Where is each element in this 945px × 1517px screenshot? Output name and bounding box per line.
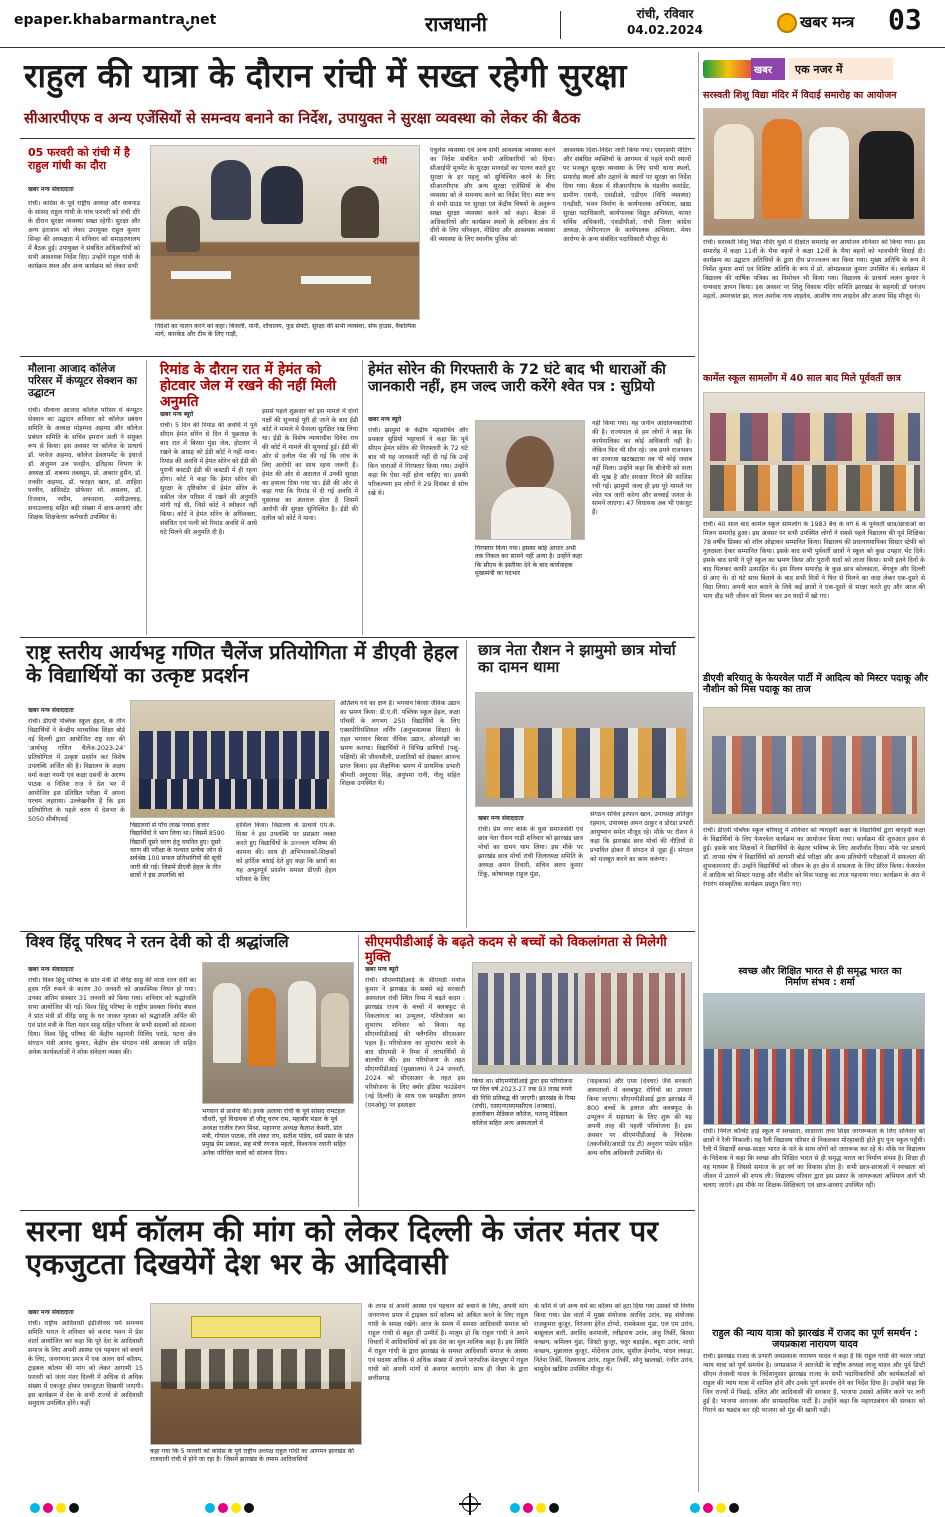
lead-subhead: सीआरपीएफ व अन्य एजेंसियों से समन्वय बनाने का निर्देश, उपायुक्त ने सुरक्षा व्यवस्था को लेकर की बैठक [24,111,581,127]
hemant72-body-col2: नहीं किया गया। यह जनीन आंदोलनकारियों की है। राज्यपाल से हम लोगों ने कहा कि कार्यपालिका का कोई अधिकारी नहीं है। लेकिन फिर भी मौन रहे। जब हमने राजभवन का दरवाजा खटखटाया तब भी कोई जवाब नहीं मिला। उन्होंने कहा कि बीजेपी को सत्ता की भूख है और सरकार गिराने की साजिश रची गई। झामुमो जल्द ही इस पूरे मामले पर श्वेत पत्र जारी करेगा और सच्चाई जनता के सामने लाएगा। 47 विधायक अब भी एकजुट हैं। [592,420,692,517]
lead-byline: खबर मन्त्र संवाददाता [28,186,74,193]
s4-photo [703,993,925,1125]
s3-body: रांची। डीएवी पब्लिक स्कूल बरियातू में शनिवार को ग्यारहवीं कक्षा के विद्यार्थियों द्वारा बारहवीं कक्षा के विद्यार्थियों के लिए फेयरवेल कार्यक्रम का आयोजन किया गया। कार्यक्रम की शुरुआत हवन से हुई। इसके बाद शिक्षकों ने विद्यार्थियों के बेहतर भविष्य के लिए आशीर्वाद दिया। मौके पर प्राचार्य डॉ. तापस घोष ने विद्यार्थियों को आगामी बोर्ड परीक्षा और अन्य प्रतियोगी परीक्षाओं में सफलता की शुभकामनाएं दीं। उन्होंने विद्यार्थियों को जीवन के हर क्षेत्र में सफलता के लिए प्रेरित किया। फेयरवेल में आदित्य को मिस्टर पदाकू और नौशीन को मिस पदाकू का ताज पहनाया गया। कार्यक्रम के अंत में रंगारंग सांस्कृतिक कार्यक्रम प्रस्तुत किए गए। [703,827,925,888]
remand-body-col1: रांची। 5 दिन की रिमांड की अवधि में पूर्व सीएम हेमंत सोरेन से दिन में पूछताछ के बाद रात में बिरसा मुंडा जेल, होटवार में रखने के आग्रह को ईडी कोर्ट ने नहीं माना। रिमांड की अवधि में हेमंत सोरेन को ईडी की पुरानी कस्टडी ईडी की कस्टडी में ही रहना होगा। कोर्ट ने कहा कि हेमंत सोरेन की सुरक्षा के दृष्टिकोण से हेमंत सोरेन के वकील जेल परिसर में रखने की अनुमति मांगी गई थी, जिसे कोर्ट ने स्वीकार नहीं किया। कोर्ट ने हेमंत सोरेन के अधिवक्ता, संबंधित एवं पत्नी को रिमांड अवधि में आधे घंटे मिलने की अनुमति दी है। [160,422,257,537]
section-title: राजधानी [425,12,487,36]
cmpdi-body-col1: रांची। सीएमपीडीआई के सीएमडी मनोज कुमार ने झारखंड के सबसे बड़े सरकारी अस्पताल रांची स्थित रिम्स में बढ़ते कदम : झारखंड राज्य के बच्चों में क्लबफुट से विकलांगता का उन्मूलन, परियोजना का शुभारंभ शनिवार को किया। यह सीएमपीडीआई की फ्लैगशिप सीएसआर पहल है। परियोजना का शुभारंभ करने के बाद सीएमडी ने रिम्स में लाभार्थियों से बातचीत की। इस परियोजना के तहत सीएमपीडीआई (मुख्यालय) ने 24 जनवरी, 2024 को सीएसआर के तहत इस परियोजना के लिए क्योर इंडिया फाउंडेशन (नई दिल्ली) के साथ एक समझौता ज्ञापन (एमओयू) पर हस्ताक्षर [365,977,465,1110]
site-url[interactable]: epaper.khabarmantra.net [14,12,217,28]
sarna-body-col3: के तरफ से अपनी आस्था एवं पहचान को बचाने के लिए, अपनी मांग जनगणना प्रपत्र में ट्राइबल धर्म कॉलम को अंकित करने के लिए राहुल गांधी के समक्ष रखेंगे। आज के समय में समस्त आदिवासी समाज को राहुल गांधी से बहुत ही उम्मीदें हैं। मालूम हो कि राहुल गांधी ने अपने विचारों में आदिवासियों को इस देश का मूल मालिक कहा है। इस स्थिति में राहुल गांधी के द्वारा झारखंड के समस्त आदिवासी समाज के आस्था एवं सदस्य अधिक से अधिक संख्या में अपने पारंपरिक वेशभूषा में राहुल गांधी को अपनी मांगों से अवगत कराएंगे। साथ ही जैसा के द्वारा छत्तीसगढ़ [368,1303,528,1382]
remand-headline: रिमांड के दौरान रात में हेमंत को होटवार जेल में रखने की नहीं मिली अनुमति [160,362,337,411]
hemant72-body-col1: रांची। झामुमो के केंद्रीय महासचिव और प्रवक्ता सुप्रियो भट्टाचार्य ने कहा कि पूर्व सीएम हेमंत सोरेन की गिरफ्तारी के 72 घंटे बाद भी यह जानकारी नहीं दी गई कि उन्हें किन धाराओं में गिरफ्तार किया गया। उन्होंने कहा कि ऐसा नहीं होना चाहिए था। इसकी परिकल्पना हम लोगों ने 29 दिसंबर से सोच रखे थे। [368,427,468,497]
color-register-mid-right [510,1498,562,1517]
cmpdi-body-col3: (पाइकास) और एम्स (देवघर) जैसे सरकारी अस्पतालों में क्लबफुट रोगियों का उपचार किया जाएगा। सीएमपीडीआई द्वारा झारखंड में 800 बच्चों के इलाज और क्लबफुट के उन्मूलन में सहायता के लिए शुरू की यह अपनी तरह की पहली परियोजना है। इस अवसर पर सीएमपीडीआई के निदेशक (तकनीकी/आरडी एंड टी) अनुराग पांडेय सहित अन्य वरीय अधिकारी उपस्थित थे। [587,1078,692,1157]
s3-photo [703,707,925,824]
sarna-caption: कहा गया कि 5 फरवरी को कांग्रेस के पूर्व राष्ट्रीय अध्यक्ष राहुल गांधी का आगमन झारखंड की राजधानी रांची में होने जा रहा है। जिसमें झारखंड के तमाम आदिवासियों [150,1448,354,1464]
aryabhatta-caption: विद्यालयों से पाँच लाख पचास हजार विद्यार्थियों ने भाग लिया था। जिसमें 8590 विद्यार्थी दूसरे चरण हेतु चयनित हुए। दूसरे चरण की परीक्षा के पश्चात प्रत्येक जोन से सर्वश्रेष्ठ 100 सफल प्रतिभागियों की सूची जारी की गई। जिसमें डीएवी हेहल के तीन छात्रों ने इस उपलब्धि को [130,822,225,880]
lead-photo-meeting [150,145,420,320]
aryabhatta-headline: राष्ट्र स्तरीय आर्यभट्ट गणित चैलेंज प्रतियोगिता में डीएवी हेहल के विद्यार्थियों का उत्कृष्ट प्रदर्शन [26,640,458,687]
aryabhatta-byline: खबर मन्त्र संवाददाता [28,707,74,714]
page-number: 03 [888,3,922,36]
footer-bar [0,1492,945,1517]
vhp-byline: खबर मन्त्र संवाददाता [28,966,74,973]
lead-body-col1: रांची। कांग्रेस के पूर्व राष्ट्रीय अध्यक्ष और वायनाड के सांसद राहुल गांधी के पांच फरवरी को रांची दौरे के दौरान सुरक्षा व्यवस्था सख्त रहेगी। सुरक्षा और अन्य इंतजाम को लेकर उपायुक्त राहुल कुमार सिन्हा की अध्यक्षता में शनिवार को समाहरणालय में बैठक हुई। उपायुक्त ने संबंधित अधिकारियों को सभी आवश्यक निर्देश दिए। उन्होंने राहुल गांधी के कार्यक्रम स्थल और अन्य कार्यक्रम को लेकर सभी [28,200,140,270]
sidebar-label-khabar: खबर [751,58,785,80]
photo-tag: रांची [373,157,388,167]
cmpdi-byline: खबर मन्त्र ब्यूरो [365,966,399,973]
chhatra-photo [475,692,693,807]
vhp-headline: विश्व हिंदू परिषद ने रतन देवी को दी श्रद्धांजलि [26,933,289,951]
s1-body: रांची। सरस्वती शिशु विद्या मंदिर धुर्वा में दीक्षांत समारोह का आयोजन शनिवार को किया गया। इस समारोह में कक्षा 11वीं के भैया बहनों ने कक्षा 12वीं के भैया बहनों को भावभीनी विदाई दी। कार्यक्रम का उद्घाटन अतिथियों के द्वारा दीप प्रज्ज्वलन कर किया गया। मुख्य अतिथि के रूप में निर्मेश कुमार शर्मा एवं विशिष्ट अतिथि के रूप में प्रो. ओमप्रकाश कुमार उपस्थित थे। कार्यक्रम में विद्यालय की वार्षिक पत्रिका का विमोचन भी किया गया। विद्यालय के प्राचार्य ललन कुमार ने धन्यवाद ज्ञापन किया। इस अवसर पर शिशु विकास मंदिर समिति झारखंड के सहमंत्री डॉ धनंजय महतो, अमरकांत झा, लाल अशोक नाथ शाहदेव, आशीष नाथ शाहदेव और अजय सिंह मौजूद थे। [703,239,925,300]
sidebar-logo-icon [703,60,753,78]
cmpdi-caption: किया था। सीएमपीडीआई द्वारा इस परियोजना पर वित्त वर्ष 2023-27 तक 93 लाख रुपये की निधि प्रतिबद्ध की जाएगी। झारखंड के रिम्स (रांची), एसएनएमएमसीएच (धनबाद), हजारीबाग मेडिकल कॉलेज, पलामू मेडिकल कॉलेज सहित अन्य अस्पतालों में [472,1078,576,1127]
color-register-right [690,1498,742,1517]
s4-headline: स्वच्छ और शिक्षित भारत से ही समृद्ध भारत का निर्माण संभव : शर्मा [738,966,902,989]
sidebar-label-nazar: एक नजर में [789,58,893,80]
s1-photo [703,108,925,236]
s5-body: रांची। झारखंड राजद के प्रभारी जयप्रकाश नारायण यादव ने कहा है कि राहुल गांधी की भारत जोड़ो न्याय यात्रा को पूर्ण समर्थन है। जयप्रकाश ने आरजेडी के राष्ट्रीय अध्यक्ष लालू यादव और पूर्व डिप्टी सीएम तेजस्वी यादव के निर्देशानुसार झारखंड राजद के सभी पदाधिकारियों और कार्यकर्ताओं को राहुल की न्याय यात्रा में शामिल होने और उनके पूर्ण समर्थन देने का निर्देश दिया है। उन्होंने कहा कि जिन राज्यों में पिछड़े, दलित और आदिवासी की सरकार है, भाजपा उसको अस्थिर करने पर लगी हुई है। भाजपा अराजक और साम्प्रदायिक पार्टी है। उन्होंने कहा कि महागठबंधन की सरकार को गिराने का षड्यंत्र कर रही भाजपा को मुंह की खानी पड़ी। [703,1353,925,1414]
aryabhatta-body-col1: रांची। डीएवी पब्लिक स्कूल हेहल, के तीन विद्यार्थियों ने केन्द्रीय माध्यमिक शिक्षा बोर्ड नई दिल्ली द्वारा आयोजित राष्ट्र स्तर की 'आर्यभट्ट गणित चैलेंज-2023-24' प्रतियोगिता में उत्कृष्ट प्रदर्शन कर विशेष उपलब्धि अर्जित की है। विद्यालय के अक्षय वर्मा कक्षा नवमी एवं कक्षा दसवीं के अरण्य पाठक व नितिश राज ने देश भर में आयोजित इस प्रतिष्ठित परीक्षा में अपना परचम लहराया। उल्लेखनीय है कि इस प्रतियोगिता के पहले चरण में देशभर के 5050 सीबीएसई [28,718,125,824]
s2-body: रांची। 40 साल बाद कार्मेल स्कूल सामलोंग के 1983 बैच के वर्ग 6 के पूर्ववर्ती छात्र/छात्राओं का मिलन समारोह हुआ। इस अवसर पर सभी उपस्थित लोगों ने सबसे पहले विद्यालय की पूर्व शिक्षिका 78 वर्षीय प्रिस्का को शॉल ओढ़ाकर सम्मानित किया। विद्यालय की प्रधानाध्यापिका सिस्टर स्टेफी को गुलदस्ता देकर सम्मानित किया। इसके बाद सभी पूर्ववर्ती छात्रों ने स्कूल को कुछ उपहार भेंट दिये। इसके बाद सभी ने पूरे स्कूल का भ्रमण किया और पुरानी यादों को ताजा किया। सभी इतने दिनों के बाद मिलकर काफी उत्साहित थे। इस मिलन समारोह के कुछ छात्र कोलकाता, बेंगलुरु और दिल्ली से आए थे। दो घंटे साथ बिताने के बाद सभी मित्रों ने फिर से मिलने का वादा लेकर एक-दूसरे से विदा लिया। अपनी बात बताने के लिये कई छात्रों ने एक-दूसरे से साक्षा करते हुए और आज की भाग दौड़ भरी जीवन को मिलन कर उन यादों में खो गए। [703,521,925,600]
aryabhatta-body-col4: अतिशय गर्व का क्षण है। भगवान बिरसा जैविक उद्यान का भ्रमण किया: डी.ए.वी. पब्लिक स्कूल हेहल, कक्षा पाँचवीं के लगभग 250 विद्यार्थियों के लिए एक्सपीरियंशियल लर्निंग (अनुभवात्मक शिक्षा) के तहत भगवान बिरसा जैविक उद्यान, ओरमांझी का भ्रमण कराया। विद्यार्थियों ने विभिन्न प्राणियों (पशु-पक्षियों) की जीवनशैली, प्रजातियों को देखकर आनन्द प्राप्त किया। इस शैक्षणिक भ्रमण में प्राथमिक प्रभारी श्रीमती अनुराधा सिंह, अनुपमा रानी, नीलू सहित शिक्षक उपस्थित थे। [340,700,460,788]
city-day: रांची, रविवार [636,7,694,21]
lead-headline: राहुल की यात्रा के दौरान रांची में सख्त रहेगी सुरक्षा [24,56,627,95]
lead-body-col4: आवश्यक दिशा-निर्देश जारी किया गया। एसएसपी मीटिंग और संबंधित व्यक्तियों के आगमन से पहले सभी स्थानों पर मजबूत सुरक्षा व्यवस्था के लिए सभी थाना स्थलों, समारोह स्थलों और ठहरने के स्थानों पर सुरक्षा का निर्देश दिया गया। बैठक में सीआरपीएफ के मंडलीय कमांडेंट, ग्रामीण एसपी, एसडीओ, एडीएम (विधि व्यवस्था) एनडीसी, भवन निर्माण के कार्यपालक अभियंता, खाद्य सुरक्षा पदाधिकारी, कार्यपालक विद्युत अभियंता, फायर सर्विस अधिकारी, एसडीपीओ, रांची जिला कांग्रेस अध्यक्ष, जेपीएनएल के कार्यपालक अभियंता, मेयर आरोग्य के अन्य संबंधित पदाधिकारी मौजूद थे। [563,147,691,244]
crosshair-icon [462,1496,478,1512]
date-block [620,6,710,38]
hemant72-headline: हेमंत सोरेन की गिरफ्तारी के 72 घंटे बाद भी धाराओं की जानकारी नहीं, हम जल्द जारी करेंगे श्वेत पत्र : सुप्रियो [368,362,666,395]
vhp-photo [202,962,354,1104]
s2-headline: कार्मेल स्कूल सामलोंग में 40 साल बाद मिले पूर्ववर्ती छात्र [703,373,901,384]
chhatra-headline: छात्र नेता रौशन ने झामुमो छात्र मोर्चा का दामन थामा [478,641,676,677]
color-register-left [30,1498,82,1517]
issue-date: 04.02.2024 [627,23,703,38]
sarna-byline: खबर मन्त्र संवाददाता [28,1309,74,1316]
masthead [0,0,945,48]
s3-headline: डीएवी बरियातू के फेयरवेल पार्टी में आदित्य को मिस्टर पदाकू और नौशीन को मिस पदाकू का ताज [703,673,928,696]
sidebar-header [703,58,893,80]
hemant72-byline: खबर मन्त्र ब्यूरो [368,416,402,423]
sarna-body-col1: रांची। राष्ट्रीय आदिवासी इंडीजीनस धर्म समन्वय समिति भारत ने शनिवार को करमा भवन में प्रेस वार्ता आयोजित कर कहा कि पूरे देश के आदिवासी समाज के लिए अपनी आस्था एवं पहचान को बचाने के लिए, जनगणना प्रपत्र में एक अलग धर्म कॉलम, ट्राइबल कॉलम की मांग को लेकर आगामी 15 फरवरी को जंतर मंतर दिल्ली में अधिक से अधिक संख्या में एकजुट होकर एकजुटता दिखायी जाएगी। इस कार्यक्रम में देश के सभी राज्यों से आदिवासी समुदाय उपस्थित होंगे। कहीं [28,1320,143,1408]
supriyo-photo [475,420,585,540]
sarna-headline: सरना धर्म कॉलम की मांग को लेकर दिल्ली के जंतर मंतर पर एकजुटता दिखयेगें देश भर के आदिवासी [26,1214,659,1282]
color-register-mid-left [205,1498,257,1517]
s2-photo [703,392,925,518]
s1-headline: सरस्वती शिशु विद्या मंदिर में विदाई समारोह का आयोजन [703,90,897,101]
maulana-body: रांची। मौलाना आजाद कॉलेज परिसर में कंप्यूटर सेक्शन का उद्घाटन शनिवार को कॉलेज प्रबंधन समिति के अध्यक्ष मोहम्मद अहमद और कॉलेज प्रबंधन समिति के सचिव इमरान अली ने संयुक्त रूप से किया। इस अवसर पर कॉलेज के प्राचार्य डॉ. परवेज अहमद, कॉलेज डेवलपमेंट के इंचार्ज डॉ. अंजुमन उल फरहीन, इतिहास विभाग के अध्यक्ष डॉ. शबनम तबस्सुम, प्रो. अबरार हुसैन, डॉ. तनवीर अहमद, डॉ. फरहत खान, डॉ. शाहिदा परवीन, असिस्टेंट प्रोफेसर मो. असलम, डॉ. रिजवान, नसीम, अफसाना, समीउल्लाह, सनाउल्लाह सहित बड़ी संख्या में छात्र-छात्राएं और शिक्षक शिक्षकेत्तर कर्मचारी उपस्थित थे। [28,407,142,522]
hemant72-caption: गिरफ्तार किया गया। इसका कोई आधार अभी तक निकल कर सामने नहीं आया है। उन्होंने कहा कि सीएम के इस्तीफा देने के बाद कार्यवाहक मुख्यमंत्री का पदभार [475,545,582,578]
remand-body-col2: इससे पहले शुक्रवार को इस मामले में दोनों पक्षों की सुनवाई पूरी हो जाने के बाद ईडी कोर्ट ने मामले में फैसला सुरक्षित रख लिया था। ईडी के विशेष न्यायाधीश दिनेश राय की कोर्ट में मामले की सुनवाई हुई। ईडी की ओर से दलील पेश की गई कि जांच के लिए आरोपी का साथ रहना जरूरी है। हेमंत की ओर से अदालत में उनकी सुरक्षा का हवाला दिया गया था। ईडी की ओर से कहा गया कि रिमांड में दी गई अवधि में पूछताछ का अंतराल होता है जिसमें आरोपी की सुरक्षा सुनिश्चित है। ईडी की दलील को कोर्ट ने माना। [262,408,358,523]
aryabhatta-body-col3: हासिल किया। विद्यालय के प्राचार्य एम.के. मिश्रा ने इस उपलब्धि पर प्रसन्नता व्यक्त करते हुए विद्यार्थियों के उज्ज्वल भविष्य की कामना की। साथ ही अभिभावकों-शिक्षकों को हार्दिक बधाई देते हुए कहा कि छात्रों का यह अभूतपूर्व प्रदर्शन समस्त डीएवी हेहल परिवार के लिए [236,822,336,883]
s4-body: रांची। निर्मल कॉन्वेंट हाई स्कूल में स्वच्छता, साक्षरता तथा शिक्षा जागरूकता के लिए शनिवार को छात्रों ने रैली निकाली। यह रैली विद्यालय परिसर से निकलकर मोरहाबादी होते हुए पुनः स्कूल पहुँची। रैली में विद्यार्थी स्वच्छ-साक्षर भारत के नारे के साथ लोगों को जागरूक कर रहे थे। मौके पर विद्यालय के निदेशक ने कहा कि स्वच्छ और शिक्षित भारत से ही समृद्ध भारत का निर्माण संभव है। शिक्षा ही वह माध्यम है जिससे समाज के हर वर्ग का विकास होता है। सभी छात्र-छात्राओं ने स्वच्छता को जीवन में उतारने की शपथ ली। विद्यालय परिवार द्वारा इस प्रकार के जागरूकता अभियान आगे भी चलाए जाएंगे। इस मौके पर शिक्षक-शिक्षिकाएं एवं छात्र-छात्राएं उपस्थित रहीं। [703,1128,925,1189]
chhatra-body-col1: रांची। प्रेम नगर कांके के युवा समाजसेवी एवं छात्र नेता रौशन गाड़ी शनिवार को झारखंड छात्र मोर्चा का दामन थाम लिया। इस मौके पर झारखंड छात्र मोर्चा रांची जिलाध्यक्ष समिति के अध्यक्ष अमन तिवारी, सचिव अरुप कुमार टिंकू, कोषाध्यक्ष राहुल मुंडा, [478,826,583,878]
brand-name: खबर मन्त्र [800,13,855,31]
dav-students-photo [130,700,335,818]
brand-logo-icon [777,13,797,33]
cmpdi-photo [472,962,692,1074]
sarna-body-col4: के फॉर्म में जो अन्य धर्म का कॉलम को हटा दिया गया उसको भी निर्णय किया गया। प्रेस वार्ता में मुख्य संयोजक अरविंद उरांव, सह संयोजक राजकुमार कुजूर, निरंजना हेरेंज टोप्पो, रामकेश्वर मुंडा, एल एम उरांव, बाबूलाल बारी, अरविंद करमाली, रवींद्रनाथ उरांव, अंजु तिर्की, बिरसा कच्छप, कमिलन मुंडा, जिस्टो कुजूर, चतुर बड़ाईक, बहुरा उरांव, माधो कच्छप, मुन्नालाल कुजूर, मोदेंनाथ उरांव, सुशील हेमरोम, पांदन लकड़ा, नितेश तिर्की, विश्वनाथ उरांव, राहुल तिर्की, सोनू खालखो, रंजीत उरांव, बासुदेव खडिया उपस्थित मौजूद थे। [534,1303,694,1373]
lead-caption: निर्देशों का पालन करने को कहा। बिजली, पानी, शौचालय, फूड सेफ्टी, सुरक्षा की सभी व्यवस्था, सेफ हाउस, वैकल्पिक मार्ग, कारकेड और टीम के लिए गाड़ी, [155,323,417,339]
vhp-caption: भगवान से प्रार्थना की। इनके अलावा रांची के पूर्व सांसद रामटहल चौधरी, पूर्व विधायक डॉ जीतू चरण राम, महाबीर मंडल के पूर्व अध्यक्ष राजीव रंजन मिश्रा, महानगर अध्यक्ष कैलाश केसरी, प्रांत मंत्री, गोपाल पाठक, रवि शंकर राय, सतीश पांडेय, धर्म प्रसार के प्रांत प्रमुख प्रेम प्रकाश, सह मंत्री रंगनाथ महतो, विश्वनाथ रवानी सहित अनेक परिचित वालों को सांत्वना दिया। [202,1108,354,1157]
sarna-press-photo [150,1303,362,1445]
lead-body-col3: एंबुलेंस व्यवस्था एवं अन्य सभी आवश्यक व्यवस्था करने का निर्देश संबंधित सभी अधिकारियों को दिया। सीआईपी मूवमेंट के सुरक्षा मानदंडों का पालन करते हुए सुरक्षा के हर पहलू को सुनिश्चित करने के लिए सीआरपीएफ और अन्य सुरक्षा एजेंसियों के बीच व्यवस्था को ले समन्वय करने का निर्देश दिए। स्पष्ट रूप से सभी ग्राउंड पर सुरक्षा एवं केंद्रीय विषयों के अनुरूप सख्त सुरक्षा व्यवस्था करने को कहा। बैठक में अधिकारियों और कार्यक्रम स्थलों के अधिकार क्षेत्र में दौरों के लिए परिवहन, मीडिया और आवश्यक व्यवस्था की व्यवस्था के लिए स्थानीय पुलिस को [430,147,555,244]
cmpdi-headline: सीएमपीडीआई के बढ़ते कदम से बच्चों को विकलांगता से मिलेगी मुक्ति [365,935,667,965]
chhatra-body-col2: संगठन सचिव इरफान खान, उपाध्यक्ष अतिकुर रहमान, उपाध्यक्ष अमन ठाकुर व डोरंडा प्रभारी आयुष्मान समेत मौजूद रहे। मौके पर रौशन ने कहा कि झारखंड छात्र मोर्चा की नीतियों से प्रभावित होकर मैं संगठन से जुड़ा हूँ। संगठन को मजबूत करने का काम करूंगा। [590,811,693,863]
remand-byline: खबर मन्त्र ब्यूरो [160,411,194,418]
vhp-body-col1: रांची। विश्व हिंदू परिषद के प्रांत मंत्री डॉ वीरेंद्र साहु की माता रतन देवी का हृदय गति रुकने के कारण 30 जनवरी को आकस्मिक निधन हो गया। उनका अंतिम संस्कार 31 जनवरी को किया गया। शनिवार को श्रद्धांजलि सभा आयोजित की गई। विश्व हिंदू परिषद के राष्ट्रीय प्रवक्ता विनोद बंसल ने प्रांत मंत्री डॉ वीरेंद्र साहु के घर जाकर मृतका को श्रद्धांजलि अर्पित की एवं प्रांत मंत्री के पिता मदन साहु सहित परिवार के सभी सदस्यों को सांत्वना दिया। विश्व हिंदू परिषद की केंद्रीय महामंत्री मिलिंद परांडे, पटना क्षेत्र संगठन मंत्री आनंद कुमार, केंद्रीय क्षेत्र संगठन मंत्री आकाश जी सहित अनेक कार्यकर्ताओं ने शोक संवेदना व्यक्त की। [28,977,196,1056]
s5-headline: राहुल की न्याय यात्रा को झारखंड में राजद का पूर्ण समर्थन : जयप्रकाश नारायण यादव [712,1328,918,1351]
chhatra-byline: खबर मन्त्र संवाददाता [478,815,524,822]
lead-kicker: 05 फरवरी को रांची में है राहुल गांधी का दौरा [28,146,130,172]
maulana-headline: मौलाना आजाद कॉलेज परिसर में कंप्यूटर सेक्शन का उद्घाटन [28,363,138,400]
